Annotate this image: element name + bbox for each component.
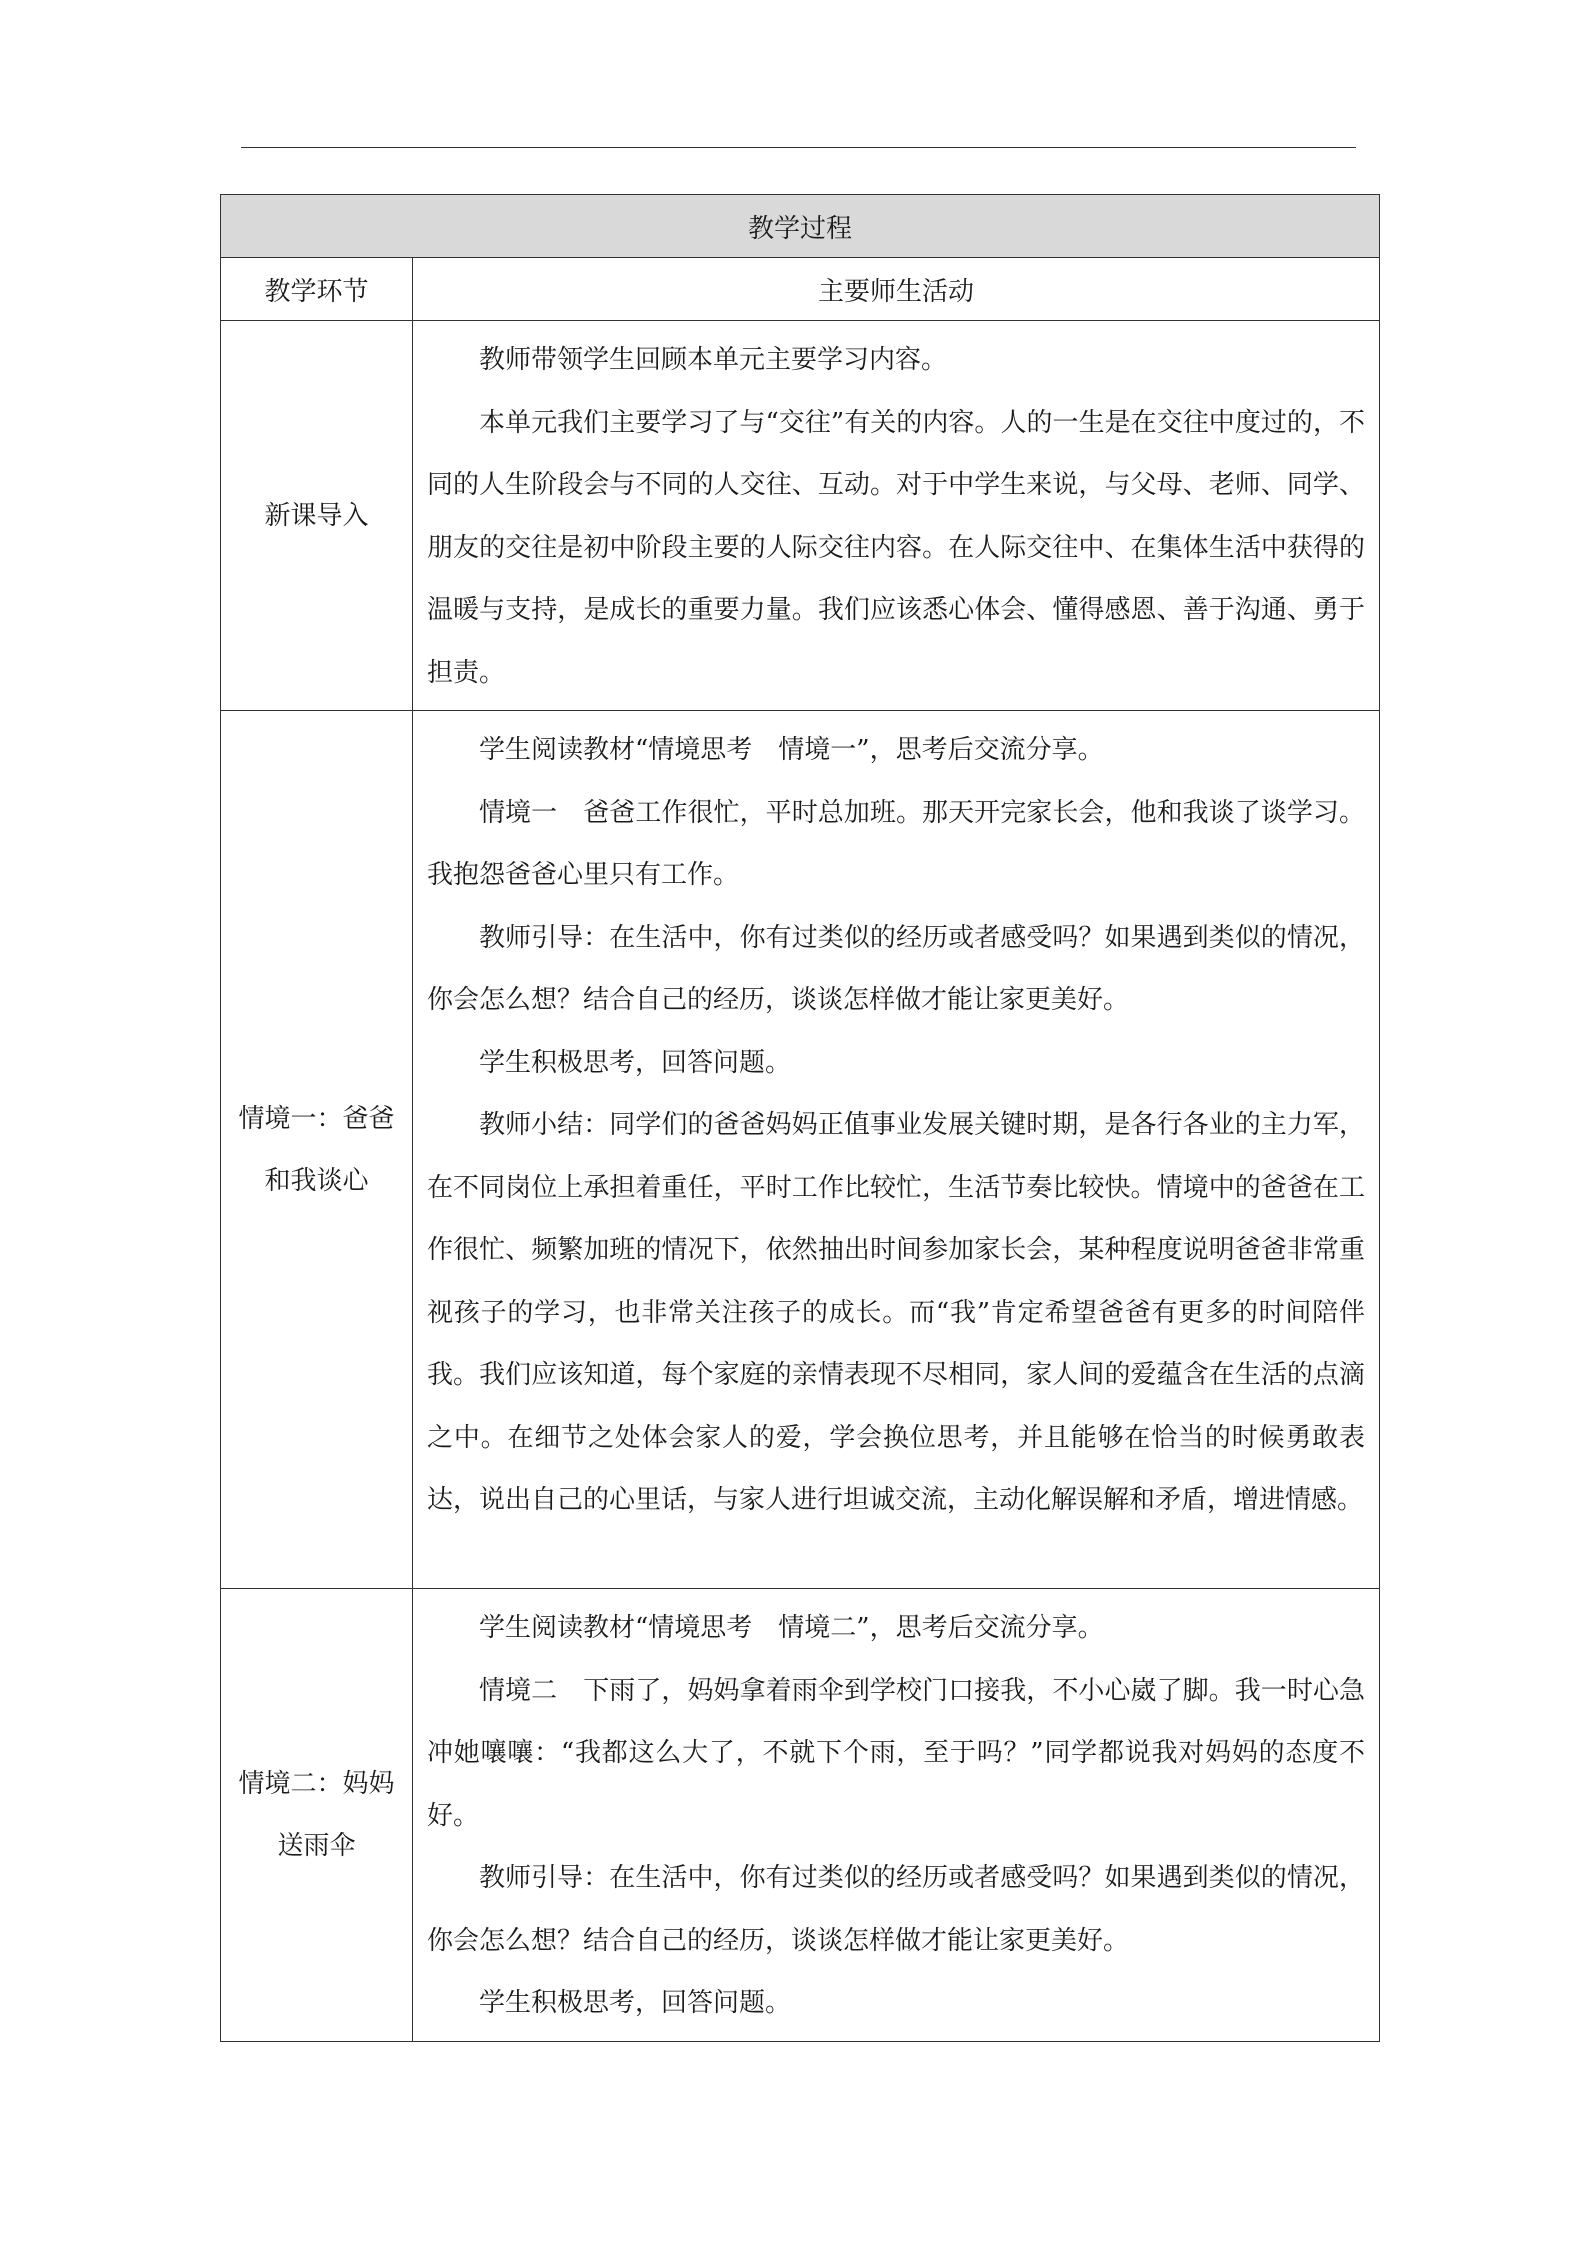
activity-paragraph: 情境二 下雨了，妈妈拿着雨伞到学校门口接我，不小心崴了脚。我一时心急冲她嚷嚷：“我都这么大了，不就下个雨，至于吗？”同学都说我对妈妈的态度不好。 — [427, 1675, 1365, 1831]
stage-label: 情境一：爸爸和我谈心 — [221, 711, 413, 1589]
activity-paragraph: 本单元我们主要学习了与“交往”有关的内容。人的一生是在交往中度过的，不同的人生阶段会与不同的人交往、互动。对于中学生来说，与父母、老师、同学、朋友的交往是初中阶段主要的人际交往内容。在人际交往中、在集体生活中获得的温暖与支持，是成长的重要力量。我们应该悉心体会、懂得感恩、善于沟通、勇于担责。 — [427, 407, 1365, 688]
activity-paragraph: 教师小结：同学们的爸爸妈妈正值事业发展关键时期，是各行各业的主力军，在不同岗位上承担着重任，平时工作比较忙，生活节奏比较快。情境中的爸爸在工作很忙、频繁加班的情况下，依然抽出时间参加家长会，某种程度说明爸爸非常重视孩子的学习，也非常关注孩子的成长。而“我”肯定希望爸爸有更多的时间陪伴我。我们应该知道，每个家庭的亲情表现不尽相同，家人间的爱蕴含在生活的点滴之中。在细节之处体会家人的爱，学会换位思考，并且能够在恰当的时候勇敢表达，说出自己的心里话，与家人进行坦诚交流，主动化解误解和矛盾，增进情感。 — [427, 1110, 1365, 1515]
table-title-row — [221, 195, 1380, 258]
stage-label: 情境二：妈妈送雨伞 — [221, 1589, 413, 2042]
header-rule — [241, 147, 1356, 148]
table-row — [221, 711, 1380, 1589]
activity-cell — [413, 321, 1380, 711]
stage-label: 新课导入 — [221, 321, 413, 711]
activity-paragraph: 学生积极思考，回答问题。 — [479, 1988, 792, 2018]
table-title: 教学过程 — [221, 195, 1380, 258]
col-header-stage: 教学环节 — [221, 258, 413, 321]
col-header-activity: 主要师生活动 — [413, 258, 1380, 321]
activity-paragraph: 教师引导：在生活中，你有过类似的经历或者感受吗？如果遇到类似的情况，你会怎么想？结合自己的经历，谈谈怎样做才能让家更美好。 — [427, 922, 1365, 1015]
activity-paragraph: 学生阅读教材“情境思考 情境二”，思考后交流分享。 — [479, 1613, 1104, 1643]
column-header-row — [221, 258, 1380, 321]
activity-paragraph: 学生积极思考，回答问题。 — [479, 1047, 792, 1078]
table-row — [221, 321, 1380, 711]
activity-cell — [413, 711, 1380, 1589]
activity-paragraph: 教师引导：在生活中，你有过类似的经历或者感受吗？如果遇到类似的情况，你会怎么想？结合自己的经历，谈谈怎样做才能让家更美好。 — [427, 1863, 1365, 1956]
activity-paragraph: 学生阅读教材“情境思考 情境一”，思考后交流分享。 — [479, 735, 1104, 765]
activity-paragraph: 情境一 爸爸工作很忙，平时总加班。那天开完家长会，他和我谈了谈学习。我抱怨爸爸心里只有工作。 — [427, 797, 1365, 890]
teaching-process-table — [220, 194, 1380, 2042]
table-row — [221, 1589, 1380, 2042]
activity-paragraph: 教师带领学生回顾本单元主要学习内容。 — [479, 345, 948, 375]
activity-cell — [413, 1589, 1380, 2042]
